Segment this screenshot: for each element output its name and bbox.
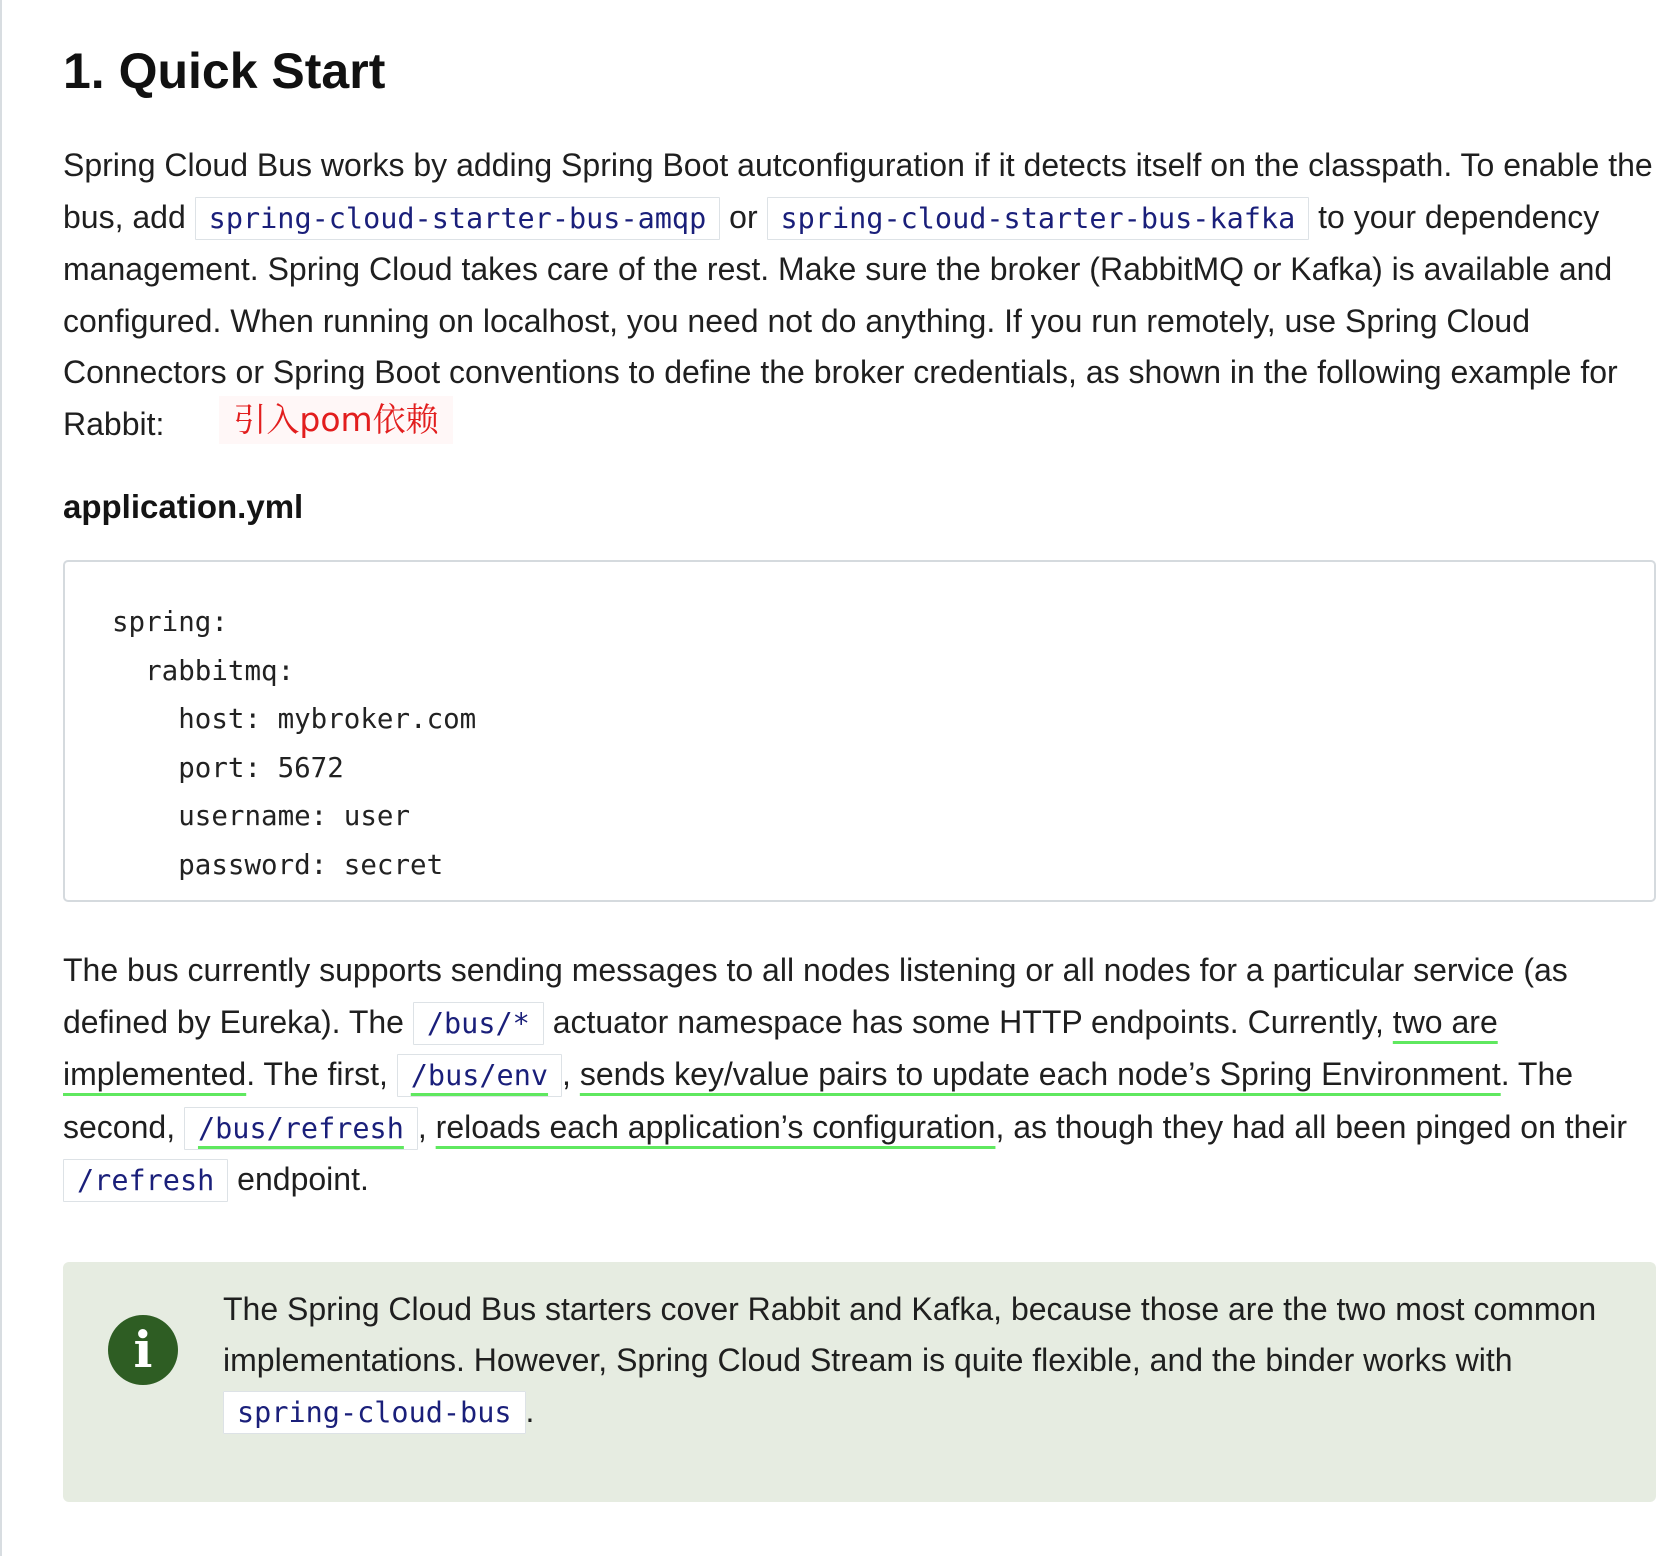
intro-paragraph — [63, 140, 1663, 450]
code-refresh: /refresh — [63, 1159, 228, 1202]
code-line: username: user — [112, 800, 411, 832]
bus-text-8: endpoint. — [228, 1161, 369, 1197]
code-line: port: 5672 — [112, 751, 344, 784]
page-left-border — [0, 0, 2, 1556]
bus-text-1: The bus currently supports sending messages to all nodes listening or all nodes for a particular service (as defined by Eureka). The — [63, 952, 1568, 1040]
info-icon-glyph: i — [133, 1320, 153, 1379]
underlined-reloads-configuration: reloads each application’s configuration — [435, 1108, 996, 1145]
bus-text-3: . The first, — [246, 1056, 397, 1092]
info-admonition — [63, 1262, 1656, 1502]
intro-text-1: Spring Cloud Bus works by adding Spring Boot autconfiguration if it detects itself on the classpath. To enable the bus, add — [63, 147, 1653, 235]
bus-text-2: actuator namespace has some HTTP endpoints. Currently, — [543, 1003, 1393, 1040]
info-icon — [108, 1315, 178, 1385]
underlined-two-are-implemented: two are implemented — [63, 1003, 1498, 1092]
handwritten-annotation: 引入pom依赖 — [219, 396, 452, 444]
code-bus-refresh: /bus/refresh — [184, 1107, 418, 1150]
code-line: password: secret — [112, 848, 444, 881]
code-line: rabbitmq: — [112, 654, 295, 687]
bus-text-4: , — [562, 1056, 580, 1092]
note-text-1: The Spring Cloud Bus starters cover Rabbit and Kafka, because those are the two most common implementations. However, Spring Cloud Stream is quite flexible, and the binder works with — [223, 1291, 1597, 1378]
code-bus-wildcard: /bus/* — [413, 1002, 544, 1045]
code-block-title: application.yml — [63, 488, 304, 525]
bus-text-6: , — [417, 1108, 436, 1145]
bus-text-7: , as though they had all been pinged on their — [995, 1108, 1628, 1145]
code-spring-cloud-bus: spring-cloud-bus — [223, 1391, 526, 1434]
section-heading: 1. Quick Start — [63, 43, 386, 99]
underlined-sends-key-value: sends key/value pairs to update each node’s Spring Environment — [579, 1056, 1501, 1092]
code-line: host: mybroker.com — [112, 703, 477, 735]
bus-text-5: . The second, — [63, 1056, 1574, 1145]
bus-endpoints-paragraph — [63, 945, 1663, 1207]
note-text — [223, 1284, 1623, 1438]
intro-text-2: or — [720, 198, 767, 235]
code-bus-env: /bus/env — [397, 1054, 562, 1097]
intro-text-3: to your dependency management. Spring Cloud takes care of the rest. Make sure the broker (RabbitMQ or Kafka) is available and configured. When running on localhost, you need not do anything. If you run remotely, use Spring Cloud Connectors or Spring Boot conventions to define the broker credentials, as shown in the following example for Rabbit: — [63, 198, 1618, 442]
code-bus-amqp: spring-cloud-starter-bus-amqp — [195, 197, 721, 240]
yaml-code-block[interactable] — [63, 560, 1656, 902]
note-text-2: . — [525, 1393, 535, 1429]
code-bus-kafka: spring-cloud-starter-bus-kafka — [767, 197, 1310, 240]
code-line: spring: — [112, 606, 228, 638]
